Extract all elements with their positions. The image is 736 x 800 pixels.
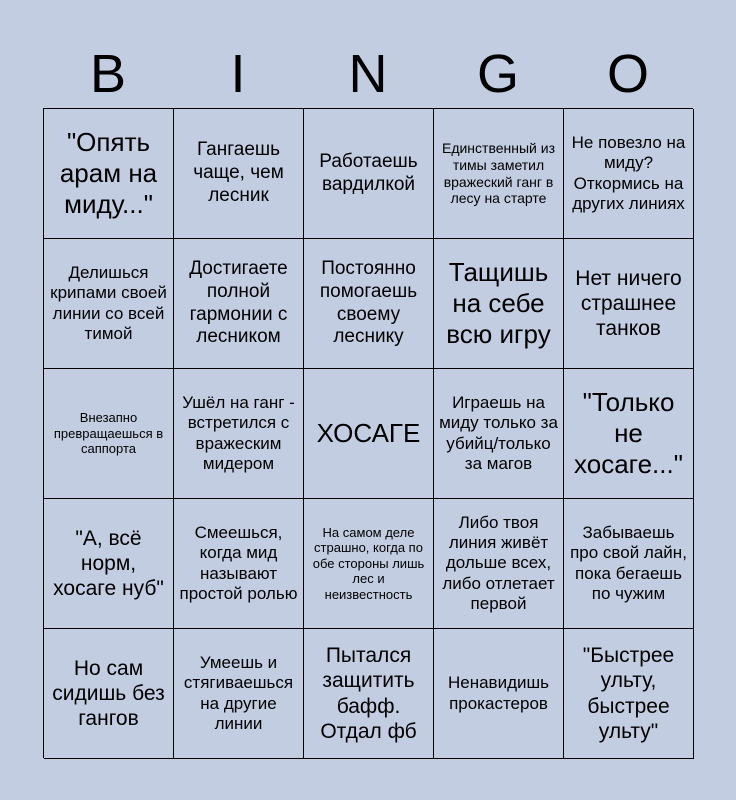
bingo-cell[interactable]: Играешь на миду только за убийц/только за магов <box>434 369 564 499</box>
bingo-cell[interactable]: Единственный из тимы заметил вражеский ганг в лесу на старте <box>434 109 564 239</box>
bingo-cell[interactable]: "Только не хосаге..." <box>564 369 694 499</box>
bingo-board <box>43 108 693 758</box>
bingo-cell[interactable]: Пытался защитить бафф. Отдал фб <box>304 629 434 759</box>
header-letter-g: G <box>476 44 519 104</box>
header-letter-n: N <box>348 44 388 104</box>
bingo-cell[interactable]: Умеешь и стягиваешься на другие линии <box>174 629 304 759</box>
bingo-free-cell[interactable]: ХОСАГЕ <box>304 369 434 499</box>
header-letter-b: B <box>89 44 127 104</box>
bingo-cell[interactable]: Постоянно помогаешь своему леснику <box>304 239 434 369</box>
bingo-cell[interactable]: Но сам сидишь без гангов <box>44 629 174 759</box>
bingo-cell[interactable]: Гангаешь чаще, чем лесник <box>174 109 304 239</box>
bingo-cell[interactable]: "Быстрее ульту, быстрее ульту" <box>564 629 694 759</box>
bingo-cell[interactable]: Либо твоя линия живёт дольше всех, либо отлетает первой <box>434 499 564 629</box>
bingo-cell[interactable]: Ненавидишь прокастеров <box>434 629 564 759</box>
bingo-cell[interactable]: "А, всё норм, хосаге нуб" <box>44 499 174 629</box>
bingo-cell[interactable]: Ушёл на ганг - встретился с вражеским мидером <box>174 369 304 499</box>
bingo-cell[interactable]: Не повезло на миду? Откормись на других линиях <box>564 109 694 239</box>
bingo-cell[interactable]: Смеешься, когда мид называют простой ролью <box>174 499 304 629</box>
bingo-cell[interactable]: Работаешь вардилкой <box>304 109 434 239</box>
bingo-cell[interactable]: На самом деле страшно, когда по обе стороны лишь лес и неизвестность <box>304 499 434 629</box>
header-letter-o: O <box>606 44 649 104</box>
bingo-cell[interactable]: "Опять арам на миду..." <box>44 109 174 239</box>
bingo-cell[interactable]: Нет ничего страшнее танков <box>564 239 694 369</box>
bingo-cell[interactable]: Тащишь на себе всю игру <box>434 239 564 369</box>
bingo-cell[interactable]: Делишься крипами своей линии со всей тимой <box>44 239 174 369</box>
bingo-cell[interactable]: Достигаете полной гармонии с лесником <box>174 239 304 369</box>
bingo-cell[interactable]: Забываешь про свой лайн, пока бегаешь по чужим <box>564 499 694 629</box>
bingo-cell[interactable]: Внезапно превращаешься в саппорта <box>44 369 174 499</box>
header-letter-i: I <box>230 44 246 104</box>
bingo-header <box>43 40 693 108</box>
